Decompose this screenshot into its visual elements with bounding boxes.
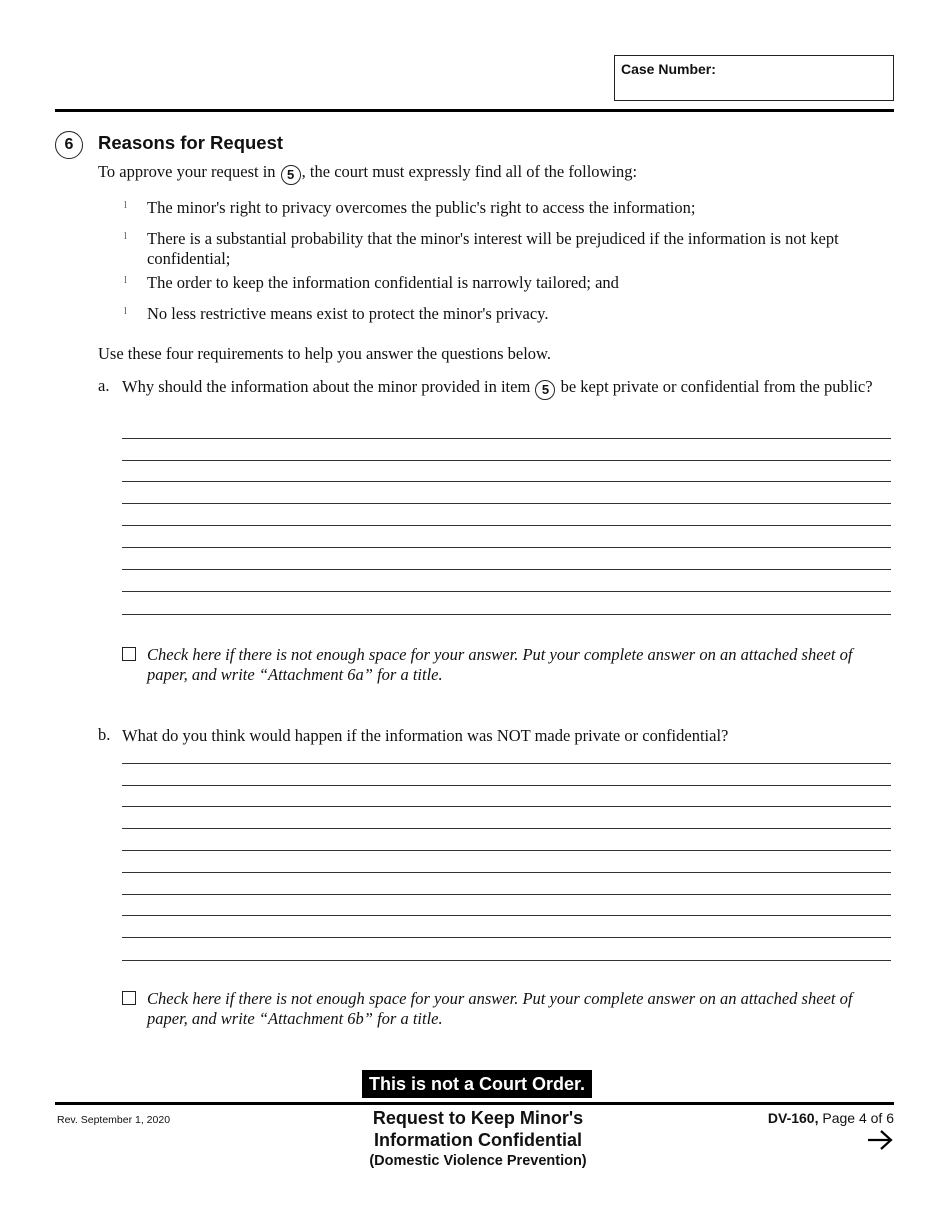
not-court-order-banner: This is not a Court Order. xyxy=(362,1070,592,1098)
answer-line xyxy=(122,872,891,873)
arrow-right-icon[interactable] xyxy=(866,1128,894,1152)
requirement-item: The minor's right to privacy overcomes the public's right to access the information; xyxy=(147,198,696,217)
attachment-6a-instruction: Check here if there is not enough space for your answer. Put your complete answer on an attached sheet of paper, and write “Attachment 6a” for a title. xyxy=(147,645,853,684)
question-a-text: Why should the information about the minor provided in item 5 be kept private or confidential from the public? xyxy=(122,377,882,400)
question-b-text: What do you think would happen if the information was NOT made private or confidential? xyxy=(122,726,729,745)
form-title-line-2: Information Confidential xyxy=(374,1130,582,1150)
answer-line xyxy=(122,614,891,615)
question-a-letter: a. xyxy=(98,376,110,395)
answer-line xyxy=(122,569,891,570)
bullet-icon: l xyxy=(124,275,127,286)
item-ref-badge: 5 xyxy=(535,380,555,400)
attachment-6a-checkbox[interactable] xyxy=(122,647,136,661)
header-divider xyxy=(55,109,894,112)
attachment-6b-checkbox[interactable] xyxy=(122,991,136,1005)
question-b-letter: b. xyxy=(98,725,111,744)
instructions-text: Use these four requirements to help you answer the questions below. xyxy=(98,344,552,363)
answer-line xyxy=(122,828,891,829)
answer-line xyxy=(122,785,891,786)
case-number-field[interactable] xyxy=(614,55,894,101)
form-id: DV-160, xyxy=(767,1110,819,1126)
answer-line xyxy=(122,850,891,851)
form-subtitle: (Domestic Violence Prevention) xyxy=(369,1153,587,1169)
bullet-icon: l xyxy=(124,200,127,211)
answer-line xyxy=(122,460,891,461)
form-title xyxy=(340,1107,616,1171)
case-number-label: Case Number: xyxy=(621,61,716,77)
requirement-item: There is a substantial probability that the minor's interest will be prejudiced if the information is not kept confidential; xyxy=(147,229,839,268)
answer-line xyxy=(122,960,891,961)
section-title: Reasons for Request xyxy=(98,132,284,153)
page-number: Page 4 of 6 xyxy=(822,1110,894,1126)
bullet-icon: l xyxy=(124,231,127,242)
answer-line xyxy=(122,591,891,592)
requirement-item: No less restrictive means exist to protect the minor's privacy. xyxy=(147,304,549,323)
answer-line xyxy=(122,525,891,526)
revision-date: Rev. September 1, 2020 xyxy=(57,1114,171,1126)
answer-line xyxy=(122,503,891,504)
page-info xyxy=(768,1110,894,1126)
requirement-item: The order to keep the information confidential is narrowly tailored; and xyxy=(147,273,619,292)
answer-line xyxy=(122,894,891,895)
item-number-badge: 6 xyxy=(55,131,83,159)
answer-line xyxy=(122,937,891,938)
answer-line xyxy=(122,806,891,807)
answer-line xyxy=(122,763,891,764)
answer-line xyxy=(122,915,891,916)
attachment-6b-instruction: Check here if there is not enough space for your answer. Put your complete answer on an attached sheet of paper, and write “Attachment 6b” for a title. xyxy=(147,989,853,1028)
bullet-icon: l xyxy=(124,306,127,317)
intro-text: To approve your request in 5 , the court must expressly find all of the following: xyxy=(98,162,637,185)
form-title-line-1: Request to Keep Minor's xyxy=(372,1108,584,1128)
answer-line xyxy=(122,481,891,482)
answer-line xyxy=(122,438,891,439)
item-ref-badge: 5 xyxy=(281,165,301,185)
footer-divider xyxy=(55,1102,894,1105)
answer-line xyxy=(122,547,891,548)
